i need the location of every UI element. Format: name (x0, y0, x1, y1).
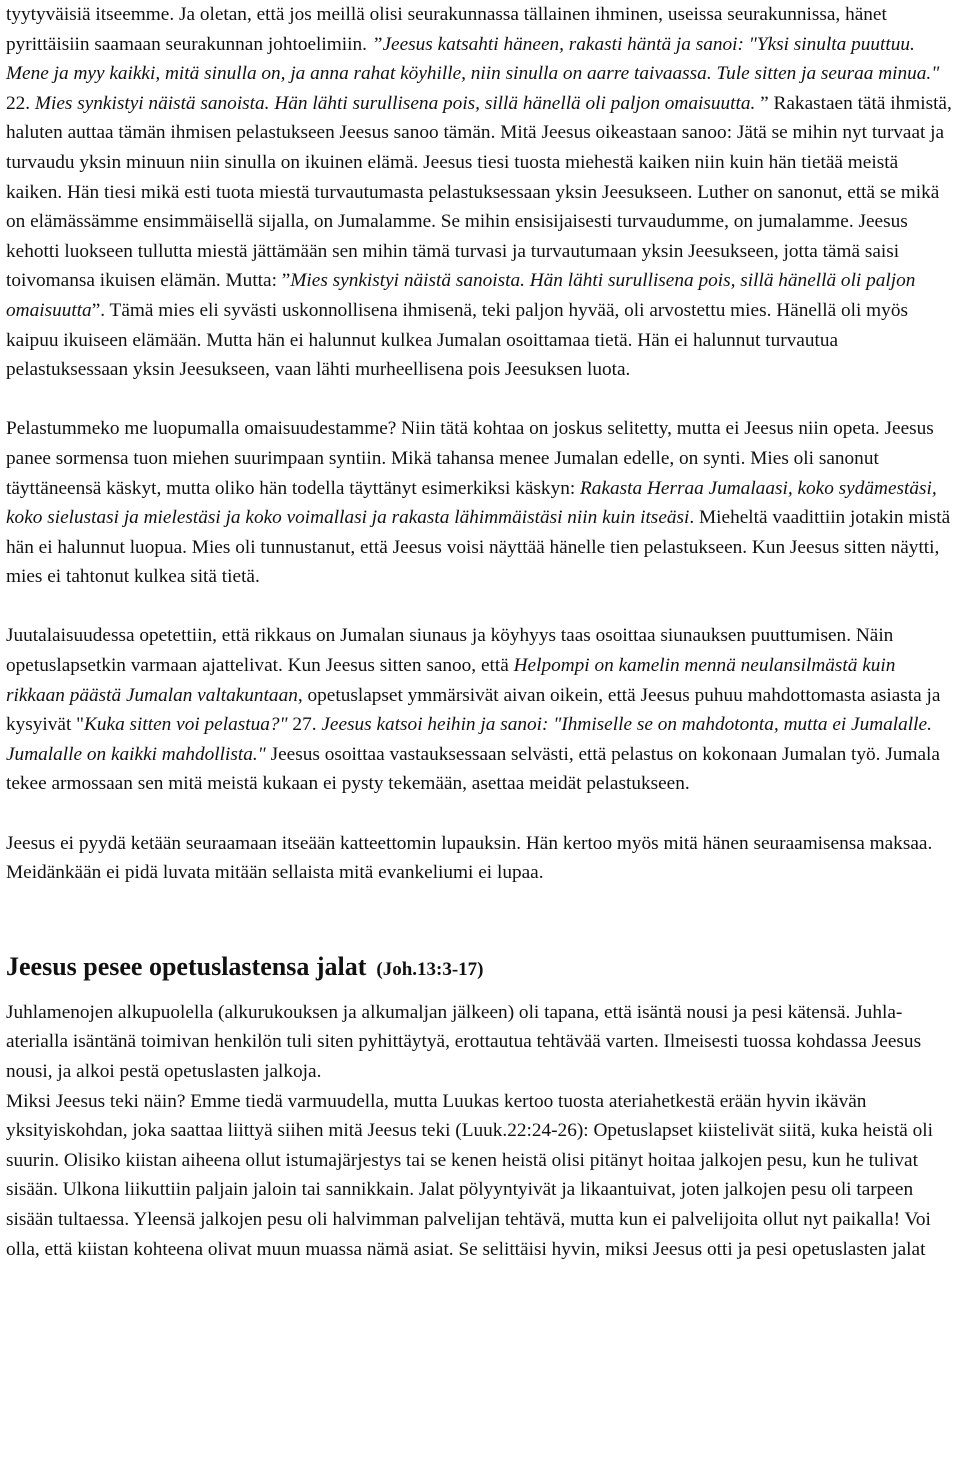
heading-gap (6, 990, 954, 998)
p3-seg-3: Kuka sitten voi pelastua?" (84, 714, 288, 736)
p2-seg-0: Pelastummeko me luopumalla omaisuudestamme? Niin tätä kohtaa on joskus selitetty, mutta ei Jeesus niin opeta. Jeesus panee sormensa tuon miehen suurimpaan syntiin. Mikä tahansa menee Jumalan edelle, on synti. Mies oli sanonut täyttäneensä käskyt, mutta oliko hän todella täyttänyt esimerkiksi käskyn: (6, 418, 934, 499)
p1-seg-4: ” Rakastaen tätä ihmistä, haluten auttaa tämän ihmisen pelastukseen Jeesus sanoo tämän. Mitä Jeesus oikeastaan sanoo: Jätä se mihin nyt turvaat ja turvaudu yksin minuun niin sinulla on ikuinen elämä. Jeesus tiesi tuosta miehestä kaiken niin kuin hän tietää meistä kaiken. Hän tiesi mikä esti tuota miestä turvautumasta pelastuksessaan yksin Jeesukseen. Luther on sanonut, että se mikä on elämässämme ensimmäisellä sijalla, on Jumalamme. Se mihin ensisijaisesti turvaudumme, on jumalamme. Jeesus kehotti luokseen tullutta miestä jättämään sen mihin tämä turvasi ja turvautumaan yksin Jeesukseen, jotta tämä saisi toivomansa ikuisen elämän. Mutta: ” (6, 92, 952, 292)
paragraph-1 (6, 0, 954, 385)
p1-seg-2: 22. (6, 92, 35, 114)
section2-paragraph-1: Juhlamenojen alkupuolella (alkurukouksen ja alkumaljan jälkeen) oli tapana, että isäntä nousi ja pesi kätensä. Juhla-aterialla isäntänä toimivan henkilön tuli siten pyhittäytyä, erottautua tehtävää varten. Ilmeisesti tuossa kohdassa Jeesus nousi, ja alkoi pestä opetuslasten jalkoja. (6, 1001, 922, 1082)
p3-seg-2: , opetuslapset ymmärsivät aivan oikein, että Jeesus puhuu mahdottomasta asiasta ja kysyivät " (6, 684, 941, 736)
p3-seg-4: 27. (287, 714, 322, 736)
section-gap (6, 888, 954, 947)
p3-seg-6: Jeesus osoittaa vastauksessaan selvästi, että pelastus on kokonaan Jumalan työ. Jumala tekee armossaan sen mitä meistä kukaan ei pysty tekemään, asettaa meidät pelastukseen. (6, 743, 940, 795)
p4-seg-0: Jeesus ei pyydä ketään seuraamaan itseään katteettomin lupauksin. Hän kertoo myös mitä hänen seuraamisensa maksaa. Meidänkään ei pidä luvata mitään sellaista mitä evankeliumi ei lupaa. (6, 832, 933, 884)
heading-title: Jeesus pesee opetuslastensa jalat (6, 951, 367, 981)
section-heading (6, 947, 954, 990)
p2-seg-1: Rakasta Herraa Jumalaasi, koko sydämestäsi, koko sielustasi ja mielestäsi ja koko voimallasi ja rakasta lähimmäistäsi niin kuin itseäsi (6, 477, 937, 529)
document-page (6, 0, 954, 1264)
paragraph-gap (6, 799, 954, 829)
p3-seg-0: Juutalaisuudessa opetettiin, että rikkaus on Jumalan siunaus ja köyhyys taas osoittaa siunauksen puuttumisen. Näin opetuslapsetkin varmaan ajattelivat. Kun Jeesus sitten sanoo, että (6, 625, 894, 677)
p1-seg-5: Mies synkistyi näistä sanoista. Hän lähti surullisena pois, sillä hänellä oli paljon omaisuutta (6, 270, 916, 321)
heading-reference: (Joh.13:3-17) (376, 958, 484, 980)
paragraph-2 (6, 414, 954, 592)
paragraph-3 (6, 621, 954, 799)
p1-seg-6: ”. Tämä mies eli syvästi uskonnollisena ihmisenä, teki paljon hyvää, oli arvostettu mies. Hänellä oli myös kaipuu ikuiseen elämään. Mutta hän ei halunnut kulkea Jumalan osoittamaa tietä. Hän ei halunnut turvautua pelastuksessaan yksin Jeesukseen, vaan lähti murheellisena pois Jeesuksen luota. (6, 299, 908, 381)
section2-paragraph-2: Miksi Jeesus teki näin? Emme tiedä varmuudella, mutta Luukas kertoo tuosta ateriahetkestä erään hyvin ikävän yksityiskohdan, joka saattaa liittyä siihen mitä Jeesus teki (Luuk.22:24-26): Opetuslapset kiistelivät siitä, kuka heistä oli suurin. Olisiko kiistan aiheena ollut istumajärjestys tai se kenen heistä olisi pitänyt hoitaa jalkojen pesu, kun he tulivat sisään. Ulkona liikuttiin paljain jaloin tai sannikkain. Jalat pölyyntyivät ja likaantuivat, joten jalkojen pesu oli tarpeen sisään tultaessa. Yleensä jalkojen pesu oli halvimman palvelijan tehtävä, mutta kun ei palvelijoita ollut nyt paikalla! Voi olla, että kiistan kohteena olivat muun muassa nämä asiat. Se selittäisi hyvin, miksi Jeesus otti ja pesi opetuslasten jalat (6, 1090, 933, 1260)
p3-seg-5: Jeesus katsoi heihin ja sanoi: "Ihmiselle se on mahdotonta, mutta ei Jumalalle. Jumalalle on kaikki mahdollista." (6, 714, 932, 765)
paragraph-gap (6, 592, 954, 622)
p1-seg-3: Mies synkistyi näistä sanoista. Hän lähti surullisena pois, sillä hänellä oli paljon omaisuutta. (34, 92, 756, 114)
p2-seg-2: . Mieheltä vaadittiin jotakin mistä hän ei halunnut luopua. Mies oli tunnustanut, että Jeesus voisi näyttää hänelle tien pelastukseen. Kun Jeesus sitten näytti, mies ei tahtonut kulkea sitä tietä. (6, 507, 951, 588)
p1-seg-0: tyytyväisiä itseemme. Ja oletan, että jos meillä olisi seurakunnassa tällainen ihminen, useissa seurakunnissa, hänet pyrittäisiin saamaan seurakunnan johtoelimiin. (6, 4, 887, 55)
p3-seg-1: Helpompi on kamelin mennä neulansilmästä kuin rikkaan päästä Jumalan valtakuntaan (6, 655, 896, 706)
p1-seg-1: ”Jeesus katsahti häneen, rakasti häntä ja sanoi: "Yksi sinulta puuttuu. Mene ja myy kaikki, mitä sinulla on, ja anna rahat köyhille, niin sinulla on aarre taivaassa. Tule sitten ja seuraa minua." (6, 33, 940, 85)
paragraph-gap (6, 385, 954, 415)
paragraph-4 (6, 829, 954, 888)
